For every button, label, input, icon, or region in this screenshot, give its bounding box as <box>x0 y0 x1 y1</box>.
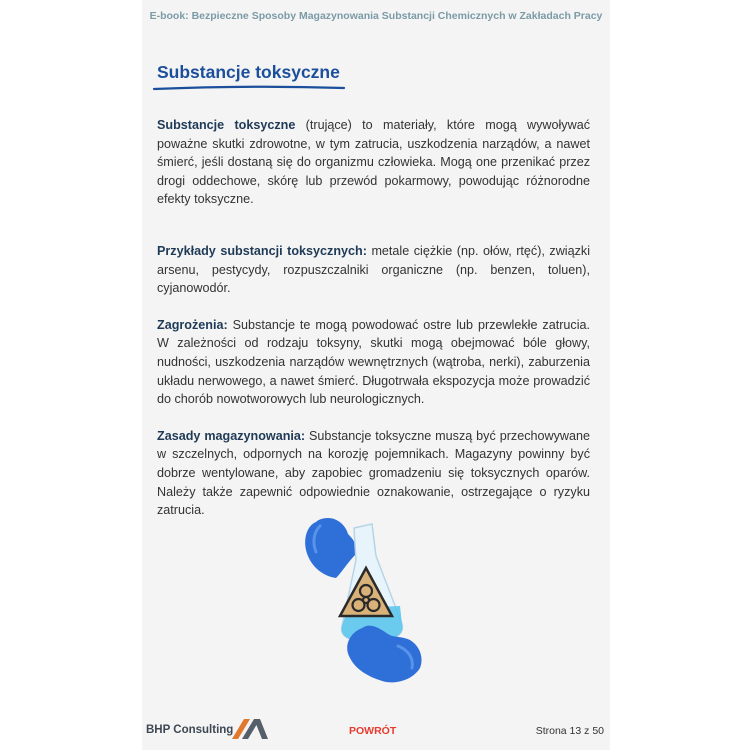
storage-rules-lead: Zasady magazynowania: <box>157 428 306 443</box>
intro-lead: Substancje toksyczne <box>157 118 296 132</box>
examples-lead: Przykłady substancji toksycznych: <box>157 243 367 258</box>
intro-text: (trujące) to materiały, które mogą wywoływać poważne skutki zdrowotne, w tym zatrucia, uszkodzenia narządów, a nawet śmierć, jeśli dostaną się do organizmu człowieka. Mogą one przenikać przez drogi oddechowe, skórę lub przewód pokarmowy, powodując różnorodne efekty toksyczne. <box>157 118 590 207</box>
hazards-lead: Zagrożenia: <box>157 317 228 332</box>
section-title: Substancje toksyczne <box>157 62 340 82</box>
ebook-page <box>142 0 610 750</box>
hazards-paragraph <box>157 316 590 409</box>
page-number: Strona 13 z 50 <box>535 725 604 737</box>
running-header: E-book: Bezpieczne Sposoby Magazynowania Substancji Chemicznych w Zakładach Pracy <box>149 10 603 22</box>
back-link[interactable]: POWRÓT <box>349 725 397 737</box>
body-content <box>157 116 590 520</box>
examples-paragraph <box>157 242 590 298</box>
intro-paragraph <box>157 116 590 209</box>
examples-text: metale ciężkie (np. ołów, rtęć), związki arsenu, pestycydy, rozpuszczalniki organiczne (np. benzen, toluen), cyjanowodór. <box>157 243 590 296</box>
hazards-text: Substancje te mogą powodować ostre lub przewlekłe zatrucia. W zależności od rodzaju toksyny, skutki mogą obejmować bóle głowy, nudności, uszkodzenia narządów wewnętrznych (wątroba, nerki), zaburzenia układu nerwowego, a nawet śmierć. Długotrwała ekspozycja może prowadzić do chorób nowotworowych lub neurologicznych. <box>157 317 590 407</box>
gloved-hands-biohazard-flask-image <box>298 512 428 687</box>
upper-glove-icon <box>305 518 356 578</box>
bhp-logo-icon <box>232 717 268 739</box>
storage-rules-text: Substancje toksyczne muszą być przechowywane w szczelnych, odpornych na korozję pojemnikach. Magazyny powinny być dobrze wentylowane, aby zapobiec gromadzeniu się toksycznych oparów. Należy także zapewnić odpowiednie oznakowanie, ostrzegające o ryzyku zatrucia. <box>157 428 590 518</box>
page-footer <box>142 712 610 746</box>
storage-rules-paragraph <box>157 427 590 520</box>
title-underline <box>152 83 347 93</box>
brand-name: BHP Consulting <box>146 724 234 736</box>
